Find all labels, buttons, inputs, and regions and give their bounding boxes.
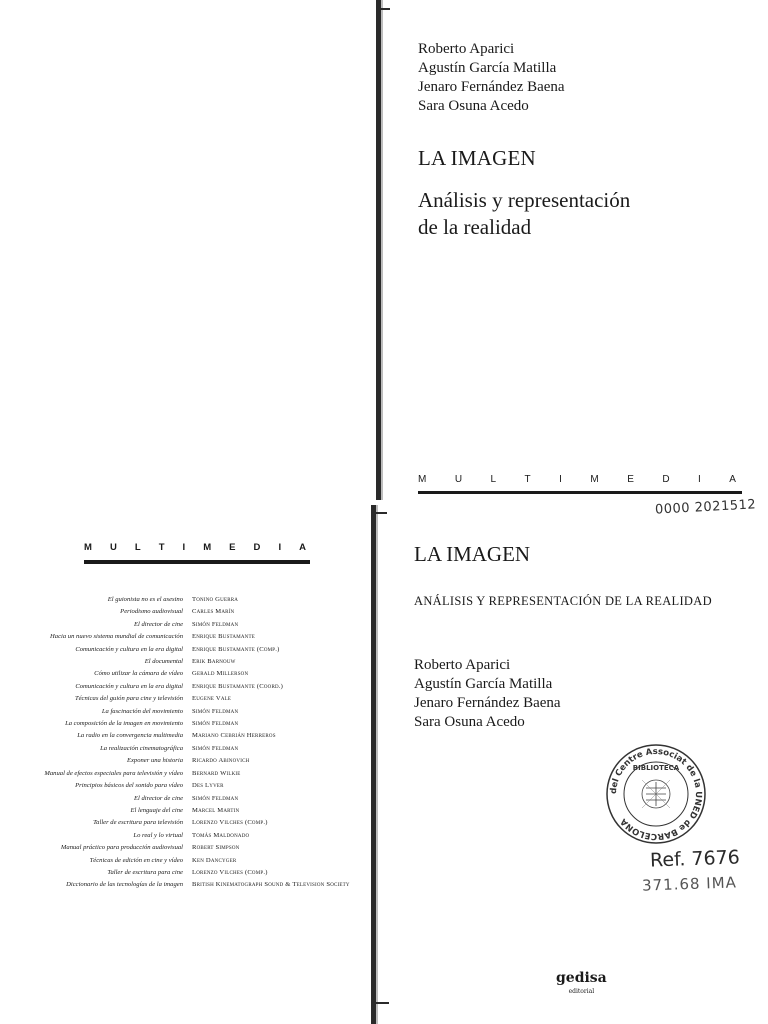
catalog-book-author: Eugene Vale — [192, 695, 232, 703]
author-name: Sara Osuna Acedo — [418, 98, 529, 114]
catalog-book-title: Hacia un nuevo sistema mundial de comunicación — [50, 633, 183, 641]
catalog-book-title: Diccionario de las tecnologías de la imagen — [66, 881, 183, 889]
collection-letter: M — [418, 474, 427, 485]
collection-letter: E — [229, 542, 236, 553]
title-page-subtitle: ANÁLISIS Y REPRESENTACIÓN DE LA REALIDAD — [414, 594, 712, 608]
collection-letter: U — [109, 542, 117, 553]
catalog-entry — [40, 855, 360, 867]
collection-rule — [418, 491, 742, 494]
catalog-book-title: La realización cinematográfica — [100, 744, 183, 752]
catalog-book-author: Ken Dancyger — [192, 856, 237, 864]
catalog-entry — [40, 718, 360, 730]
catalog-entry — [40, 668, 360, 680]
catalog-book-title: El director de cine — [133, 620, 183, 628]
catalog-book-author: Ricardo Abinovich — [192, 757, 250, 765]
collection-letter: M — [590, 474, 599, 485]
collection-banner-top — [418, 474, 738, 494]
subtitle-line: de la realidad — [418, 215, 532, 239]
author-name: Agustín García Matilla — [418, 60, 557, 76]
collection-letter: D — [662, 474, 670, 485]
cover-subtitle — [418, 187, 738, 241]
catalog-book-author: Mariano Cebrián Herreros — [192, 732, 276, 740]
catalog-book-title: Comunicación y cultura en la era digital — [75, 682, 183, 690]
author-name: Jenaro Fernández Baena — [418, 79, 565, 95]
collection-letter: I — [698, 474, 701, 485]
top-page-spine-shadow — [381, 0, 383, 500]
catalog-entry — [40, 879, 360, 891]
author-name: Agustín García Matilla — [414, 676, 553, 692]
catalog-book-author: Marcel Martin — [192, 806, 240, 814]
catalog-book-author: Robert Simpson — [192, 844, 240, 852]
catalog-book-title: La composición de la imagen en movimiento — [65, 720, 183, 728]
catalog-book-title: Manual práctico para producción audiovisual — [60, 844, 183, 852]
catalog-entry — [40, 817, 360, 829]
catalog-entry — [40, 755, 360, 767]
author-name: Jenaro Fernández Baena — [414, 695, 561, 711]
spine-tick-mid — [371, 512, 387, 514]
catalog-entry — [40, 644, 360, 656]
catalog-book-title: Principios básicos del sonido para vídeo — [75, 782, 183, 790]
collection-letter: A — [299, 542, 306, 553]
catalog-book-title: El director de cine — [133, 794, 183, 802]
catalog-book-author: Gerald Millerson — [192, 670, 249, 678]
catalog-book-author: Simón Feldman — [192, 707, 239, 715]
title-page-author-list — [414, 656, 561, 732]
author-name: Roberto Aparici — [414, 657, 511, 673]
handwritten-inventory-number: 0000 2021512 — [654, 497, 757, 518]
collection-letter: E — [627, 474, 634, 485]
catalog-book-title: La radio en la convergencia multimedia — [77, 732, 183, 740]
catalog-entry — [40, 768, 360, 780]
catalog-book-title: Exponer una historia — [126, 757, 183, 765]
catalog-book-author: Tomás Maldonado — [192, 831, 250, 839]
handwritten-classification: 371.68 IMA — [641, 873, 738, 895]
collection-letter: I — [278, 542, 282, 553]
catalog-entry — [40, 656, 360, 668]
spine-tick-bottom — [371, 1002, 389, 1004]
publisher-subtext: editorial — [568, 988, 595, 995]
catalog-entry — [40, 681, 360, 693]
catalog-book-title: Taller de escritura para televisión — [93, 819, 183, 827]
catalog-book-author: Lorenzo Vilches (Comp.) — [192, 868, 268, 876]
catalog-entry — [40, 842, 360, 854]
catalog-book-author: Lorenzo Vilches (Comp.) — [192, 819, 268, 827]
collection-rule — [84, 560, 310, 564]
svg-text:del Centre Associat de la UNED: del Centre Associat de la UNED de BARCELONA — [608, 746, 704, 842]
subtitle-line: Análisis y representación — [418, 188, 631, 212]
catalog-entry — [40, 793, 360, 805]
collection-letter: I — [559, 474, 562, 485]
collection-letter: M — [84, 542, 92, 553]
catalog-book-author: Erik Barnouw — [192, 658, 236, 666]
catalog-entry — [40, 830, 360, 842]
library-stamp-icon — [604, 742, 708, 846]
catalog-book-author: Carles Marín — [192, 608, 235, 616]
catalog-entry — [40, 706, 360, 718]
catalog-book-author: Simón Feldman — [192, 720, 239, 728]
catalog-entry — [40, 780, 360, 792]
collection-letter: U — [454, 474, 463, 485]
catalog-book-title: El documental — [144, 658, 183, 666]
catalog-book-author: Bernard Wilkie — [192, 769, 241, 777]
catalog-book-author: British Kinematograph Sound & Television Society — [192, 881, 350, 889]
bottom-page-spine-shadow — [376, 505, 378, 1024]
collection-letter: M — [203, 542, 212, 553]
catalog-book-title: Técnicas del guión para cine y televisión — [74, 695, 183, 703]
catalog-entry — [40, 730, 360, 742]
spine-tick-top — [376, 8, 390, 10]
catalog-book-title: Taller de escritura para cine — [107, 868, 183, 876]
collection-letter: A — [729, 474, 736, 485]
catalog-entry — [40, 606, 360, 618]
catalog-book-title: El guionista no es el asesino — [107, 596, 183, 603]
catalog-book-title: Periodismo audiovisual — [120, 608, 183, 616]
catalog-book-author: Enrique Bustamante — [192, 633, 255, 641]
title-page-title: LA IMAGEN — [414, 542, 531, 566]
collection-letter: L — [134, 542, 141, 553]
publisher-logo — [556, 972, 607, 998]
catalog-book-title: Técnicas de edición en cine y vídeo — [89, 856, 183, 864]
svg-text:BIBLIOTECA: BIBLIOTECA — [632, 764, 680, 772]
catalog-book-title: Comunicación y cultura en la era digital — [75, 645, 183, 653]
catalog-entry — [40, 743, 360, 755]
catalog-entry — [40, 867, 360, 879]
catalog-book-title: Lo real y lo virtual — [133, 831, 183, 839]
catalog-book-title: Cómo utilizar la cámara de vídeo — [94, 670, 183, 678]
catalog-book-author: Tonino Guerra — [192, 596, 239, 603]
collection-letter: L — [490, 474, 497, 485]
handwritten-reference: Ref. 7676 — [649, 846, 741, 872]
catalog-entry — [40, 693, 360, 705]
collection-letter: D — [253, 542, 261, 553]
series-catalog-list — [40, 594, 360, 892]
catalog-book-author: Simón Feldman — [192, 620, 239, 628]
catalog-book-title: Manual de efectos especiales para televisión y vídeo — [44, 769, 183, 777]
author-name: Sara Osuna Acedo — [414, 714, 525, 730]
catalog-entry — [40, 594, 360, 606]
catalog-book-author: Simón Feldman — [192, 744, 239, 752]
catalog-entry — [40, 805, 360, 817]
cover-title: LA IMAGEN — [418, 146, 536, 170]
collection-letters — [418, 474, 736, 485]
catalog-entry — [40, 619, 360, 631]
catalog-book-title: La fascinación del movimiento — [101, 707, 183, 715]
catalog-book-author: Enrique Bustamante (Coord.) — [192, 682, 284, 690]
catalog-book-author: Des Lyver — [192, 782, 224, 790]
author-name: Roberto Aparici — [418, 41, 515, 57]
publisher-name: gedisa — [556, 970, 607, 986]
collection-letter: T — [524, 474, 531, 485]
catalog-book-title: El lenguaje del cine — [130, 806, 183, 814]
collection-banner-left — [84, 542, 310, 564]
collection-letters — [84, 542, 306, 553]
catalog-book-author: Simón Feldman — [192, 794, 239, 802]
collection-letter: T — [158, 542, 165, 553]
cover-author-list — [418, 40, 565, 116]
catalog-entry — [40, 631, 360, 643]
collection-letter: I — [182, 542, 186, 553]
catalog-book-author: Enrique Bustamante (Comp.) — [192, 645, 280, 653]
